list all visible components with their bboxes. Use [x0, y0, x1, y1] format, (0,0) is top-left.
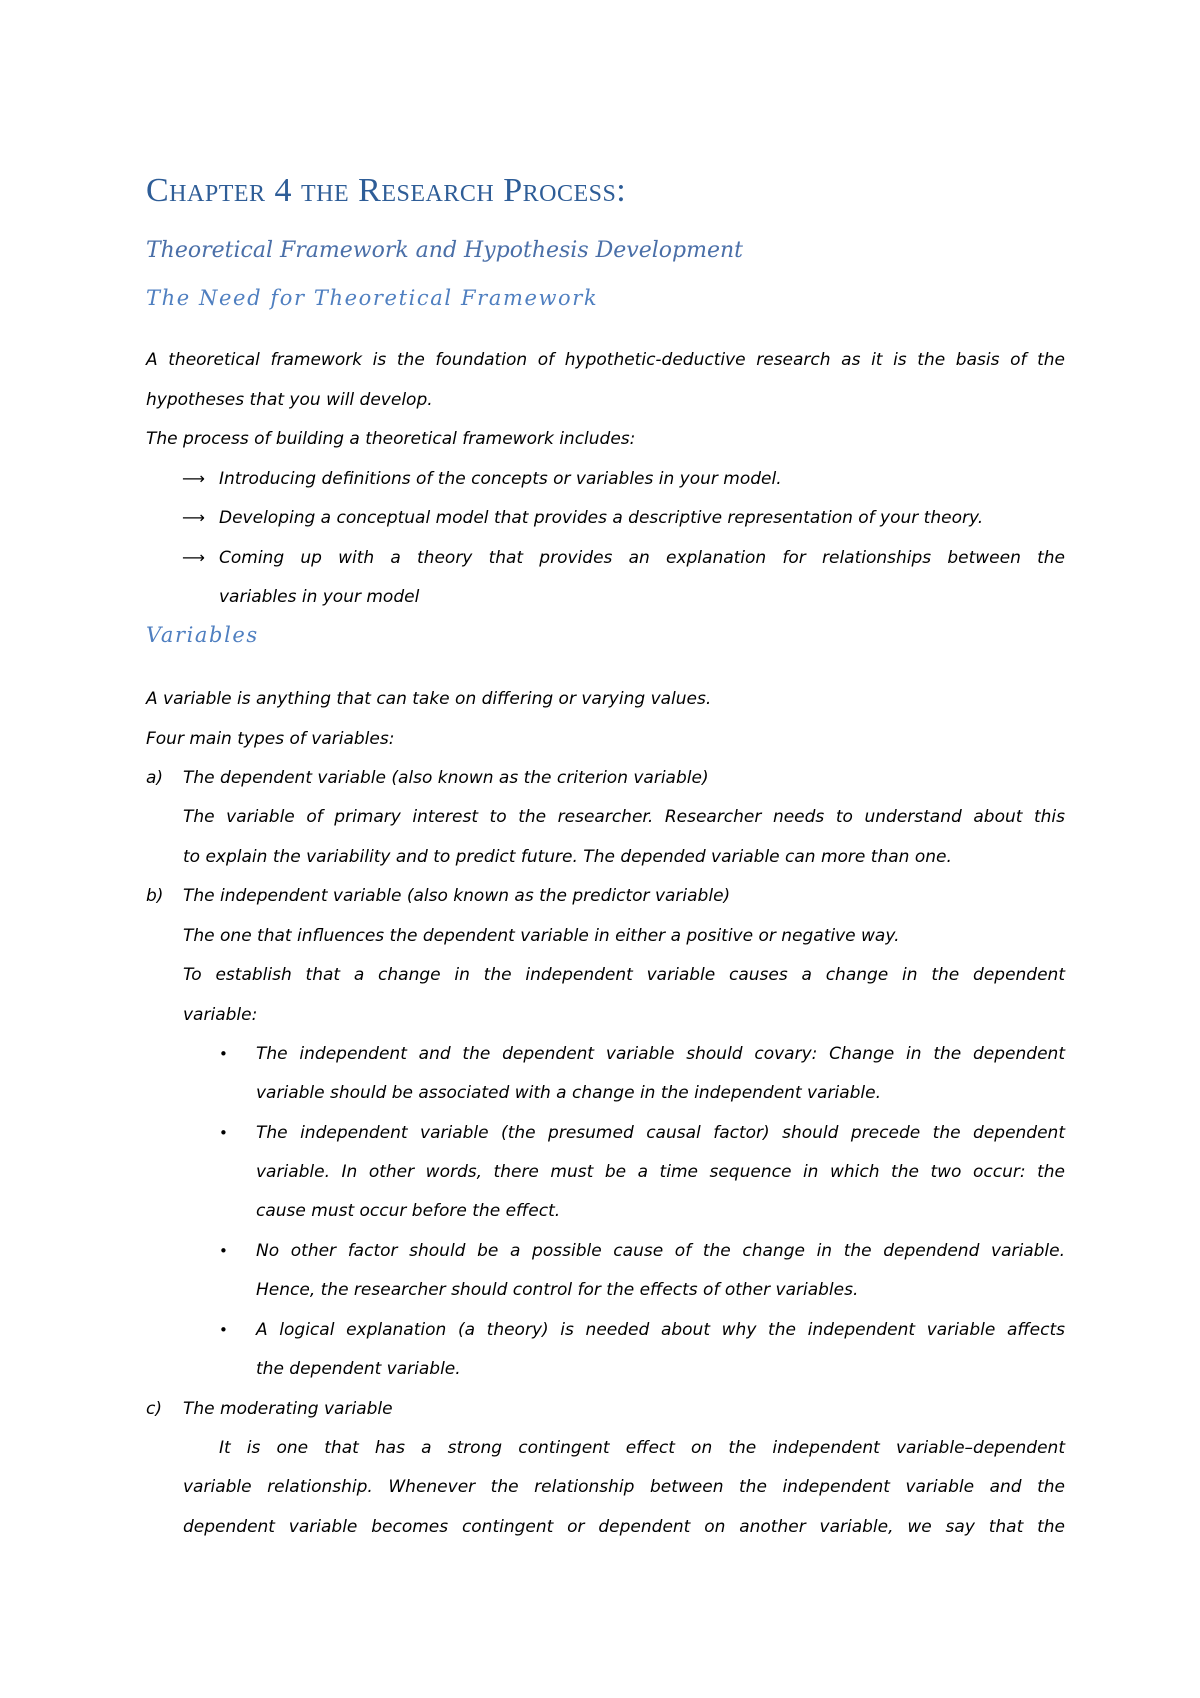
arrow-bullet-icon: ⟶	[182, 469, 205, 488]
variable-title: The independent variable (also known as the predictor variable)	[183, 886, 731, 906]
bullet-icon: •	[219, 1321, 228, 1339]
paragraph-line: variable:	[183, 1005, 258, 1025]
list-marker: a)	[146, 768, 164, 788]
heading-need-for-framework: The Need for Theoretical Framework	[146, 286, 599, 310]
list-item: Developing a conceptual model that provides a descriptive representation of your theory.	[219, 508, 984, 528]
arrow-bullet-icon: ⟶	[182, 548, 205, 567]
bullet-icon: •	[219, 1242, 228, 1260]
bullet-line: variable. In other words, there must be a time sequence in which the two occur: the	[256, 1162, 1065, 1182]
paragraph-line: variable relationship. Whenever the relationship between the independent variable and the	[183, 1477, 1065, 1497]
list-marker: b)	[146, 886, 164, 906]
list-item: Introducing definitions of the concepts or variables in your model.	[219, 469, 782, 489]
bullet-line: The independent and the dependent variable should covary: Change in the dependent	[256, 1044, 1065, 1064]
paragraph-line: The one that influences the dependent variable in either a positive or negative way.	[183, 926, 900, 946]
bullet-line: Hence, the researcher should control for the effects of other variables.	[256, 1280, 859, 1300]
chapter-title: Chapter 4 the Research Process:	[146, 172, 627, 209]
paragraph-line: Four main types of variables:	[146, 729, 395, 749]
paragraph-line: The process of building a theoretical framework includes:	[146, 429, 636, 449]
bullet-line: A logical explanation (a theory) is needed about why the independent variable affects	[256, 1320, 1065, 1340]
bullet-icon: •	[219, 1045, 228, 1063]
heading-variables: Variables	[146, 623, 259, 647]
paragraph-line: to explain the variability and to predict future. The depended variable can more than one.	[183, 847, 952, 867]
paragraph-line: A variable is anything that can take on differing or varying values.	[146, 689, 712, 709]
subtitle: Theoretical Framework and Hypothesis Development	[146, 238, 743, 263]
paragraph-line: A theoretical framework is the foundation of hypothetic-deductive research as it is the basis of the	[146, 350, 1065, 370]
paragraph-line: The variable of primary interest to the researcher. Researcher needs to understand about this	[183, 807, 1065, 827]
paragraph-line: It is one that has a strong contingent effect on the independent variable–dependent	[219, 1438, 1065, 1458]
variable-title: The moderating variable	[183, 1399, 393, 1419]
arrow-bullet-icon: ⟶	[182, 508, 205, 527]
bullet-line: The independent variable (the presumed causal factor) should precede the dependent	[256, 1123, 1065, 1143]
paragraph-line: hypotheses that you will develop.	[146, 390, 433, 410]
paragraph-line: dependent variable becomes contingent or dependent on another variable, we say that the	[183, 1517, 1065, 1537]
variable-title: The dependent variable (also known as the criterion variable)	[183, 768, 709, 788]
bullet-line: the dependent variable.	[256, 1359, 461, 1379]
bullet-line: No other factor should be a possible cause of the change in the dependend variable.	[256, 1241, 1065, 1261]
list-item: variables in your model	[219, 587, 420, 607]
list-marker: c)	[146, 1399, 162, 1419]
bullet-line: cause must occur before the effect.	[256, 1201, 561, 1221]
bullet-line: variable should be associated with a change in the independent variable.	[256, 1083, 882, 1103]
bullet-icon: •	[219, 1124, 228, 1142]
paragraph-line: To establish that a change in the independent variable causes a change in the dependent	[183, 965, 1065, 985]
list-item: Coming up with a theory that provides an explanation for relationships between the	[219, 548, 1065, 568]
